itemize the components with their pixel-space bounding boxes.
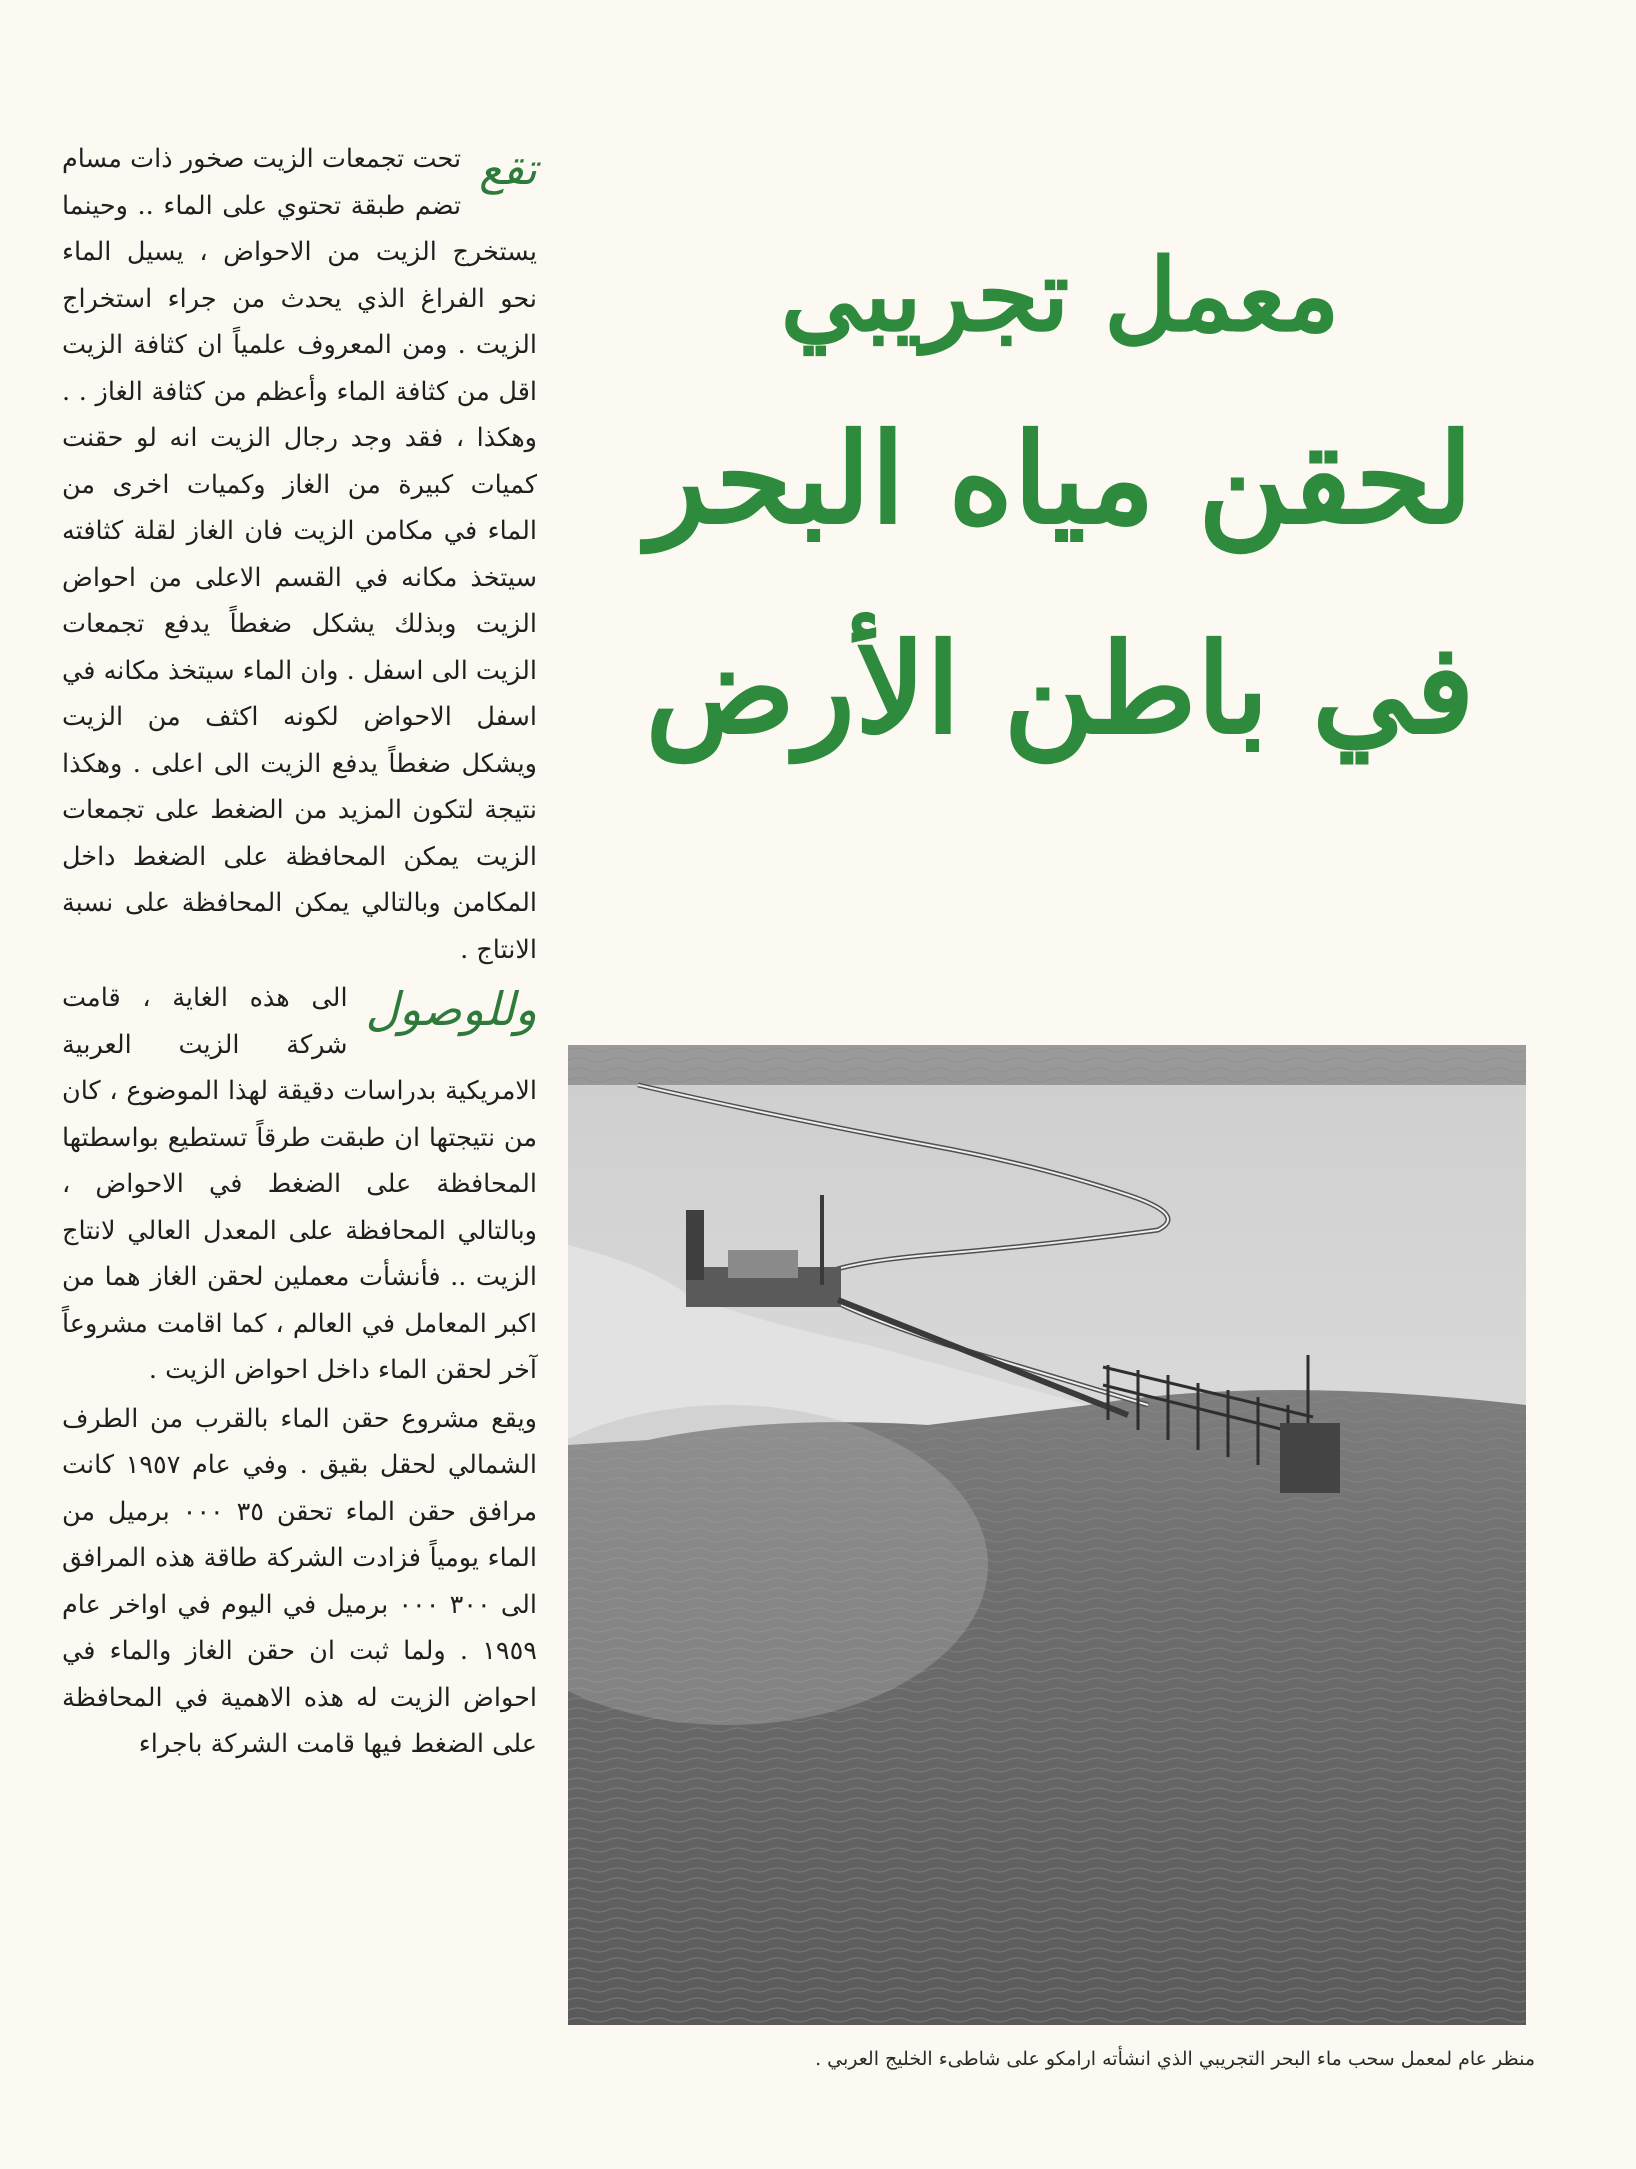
article-body-column <box>62 136 537 1768</box>
photo-caption: منظر عام لمعمل سحب ماء البحر التجريبي الذي انشأته ارامكو على شاطىء الخليج العربي . <box>815 2048 1535 2070</box>
article-headline <box>560 220 1560 790</box>
paragraph-2 <box>62 975 537 1394</box>
paragraph-1-text: تحت تجمعات الزيت صخور ذات مسام تضم طبقة تحتوي على الماء .. وحينما يستخرج الزيت من الاحواض ، يسيل الماء نحو الفراغ الذي يحدث من جراء استخراج الزيت . ومن المعروف علمياً ان كثافة الزيت اقل من كثافة الماء وأعظم من كثافة الغاز . . وهكذا ، فقد وجد رجال الزيت انه لو حقنت كميات كبيرة من الغاز وكميات اخرى من الماء في مكامن الزيت فان الغاز لقلة كثافته سيتخذ مكانه في القسم الاعلى من احواض الزيت وبذلك يشكل ضغطاً يدفع تجمعات الزيت الى اسفل . وان الماء سيتخذ مكانه في اسفل الاحواض لكونه اكثف من الزيت ويشكل ضغطاً يدفع الزيت الى اعلى . وهكذا نتيجة لتكون المزيد من الضغط على تجمعات الزيت يمكن المحافظة على الضغط داخل المكامن وبالتالي يمكن المحافظة على نسبة الانتاج . <box>62 144 537 965</box>
aerial-photo <box>568 1045 1526 2025</box>
lead-word-1: تقع <box>479 144 537 195</box>
headline-line-2: لحقن مياه البحر <box>647 407 1473 552</box>
headline-line-3: في باطن الأرض <box>645 617 1475 762</box>
lead-word-2: وللوصول <box>365 982 537 1036</box>
aerial-photo-illustration <box>568 1045 1526 2025</box>
paragraph-3-text: ويقع مشروع حقن الماء بالقرب من الطرف الشمالي لحقل بقيق . وفي عام ١٩٥٧ كانت مرافق حقن الماء تحقن ٣٥ ٠٠٠ برميل من الماء يومياً فزادت الشركة طاقة هذه المرافق الى ٣٠٠ ٠٠٠ برميل في اليوم في اواخر عام ١٩٥٩ . ولما ثبت ان حقن الغاز والماء في احواض الزيت له هذه الاهمية في المحافظة على الضغط فيها قامت الشركة باجراء <box>62 1403 538 1759</box>
paragraph-1 <box>62 136 537 973</box>
paragraph-3 <box>62 1396 537 1768</box>
paragraph-2-text: الى هذه الغاية ، قامت شركة الزيت العربية الامريكية بدراسات دقيقة لهذا الموضوع ، كان من نتيجتها ان طبقت طرقاً تستطيع بواسطتها المحافظة على الضغط في الاحواض ، وبالتالي المحافظة على المعدل العالي لانتاج الزيت .. فأنشأت معملين لحقن الغاز هما من اكبر المعامل في العالم ، كما اقامت مشروعاً آخر لحقن الماء داخل احواض الزيت . <box>62 983 537 1385</box>
headline-line-1: معمل تجريبي <box>780 236 1340 354</box>
